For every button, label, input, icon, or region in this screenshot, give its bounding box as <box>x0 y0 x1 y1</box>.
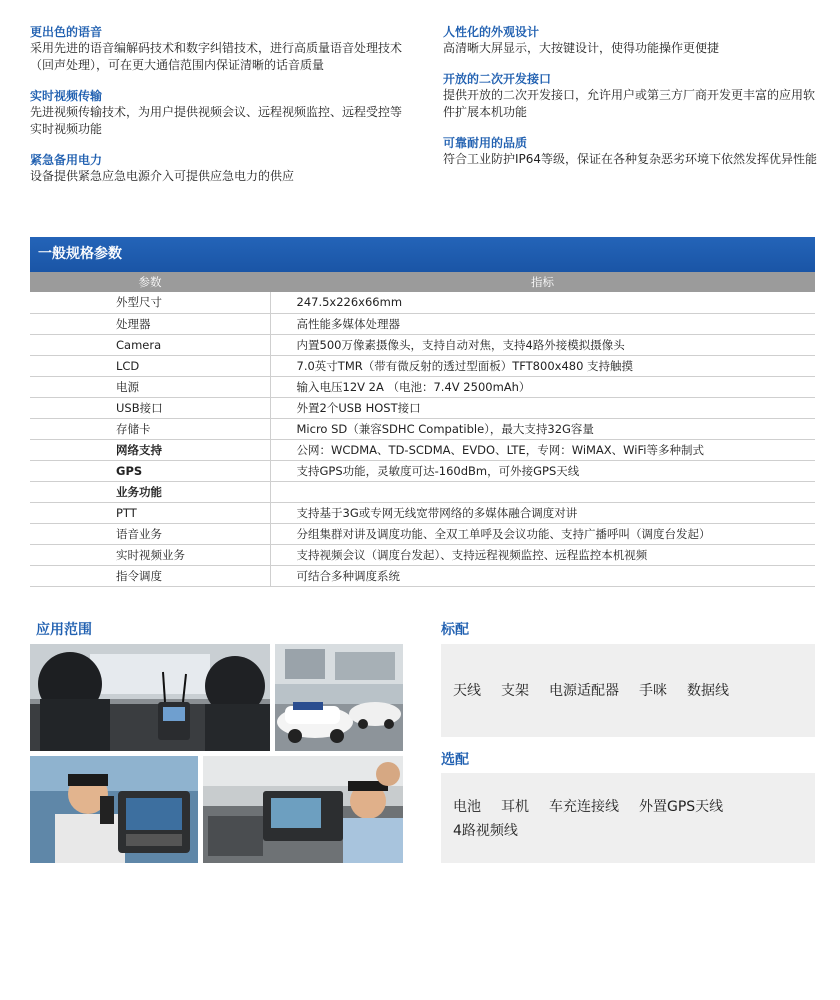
param-cell: 指令调度 <box>30 565 270 586</box>
param-cell: LCD <box>30 355 270 376</box>
table-row <box>30 313 815 334</box>
table-row <box>30 376 815 397</box>
photo-vehicle-interior <box>30 644 270 751</box>
standard-item: 手咪 <box>639 683 667 699</box>
feature-desc: 提供开放的二次开发接口，允许用户或第三方厂商开发更丰富的应用软件扩展本机功能 <box>443 88 816 119</box>
param-cell: 语音业务 <box>30 523 270 544</box>
feature-video <box>30 88 410 138</box>
standard-item: 天线 <box>453 683 481 699</box>
standard-box <box>441 644 815 737</box>
param-cell: PTT <box>30 502 270 523</box>
value-cell: 可结合多种调度系统 <box>270 565 815 586</box>
table-row <box>30 334 815 355</box>
table-row <box>30 565 815 586</box>
value-cell: 247.5x226x66mm <box>270 292 815 313</box>
feature-design <box>443 24 823 57</box>
value-cell: 内置500万像素摄像头，支持自动对焦，支持4路外接模拟摄像头 <box>270 334 815 355</box>
table-row <box>30 523 815 544</box>
photo-handset-operator <box>30 756 198 863</box>
optional-item: 耳机 <box>501 799 529 815</box>
value-cell <box>270 481 815 502</box>
feature-desc: 高清晰大屏显示，大按键设计，使得功能操作更便捷 <box>443 41 720 55</box>
optional-box <box>441 773 815 863</box>
param-cell: GPS <box>30 460 270 481</box>
photo-command-room <box>203 756 403 863</box>
optional-item: 电池 <box>453 799 481 815</box>
photo-police-cars <box>275 644 403 751</box>
spec-header-row <box>30 272 815 292</box>
value-cell: 输入电压12V 2A （电池：7.4V 2500mAh） <box>270 376 815 397</box>
param-cell: 电源 <box>30 376 270 397</box>
optional-title: 选配 <box>441 752 469 768</box>
feature-desc: 符合工业防护IP64等级，保证在各种复杂恶劣环境下依然发挥优异性能 <box>443 152 818 166</box>
features-right <box>443 24 823 182</box>
value-cell: 外置2个USB HOST接口 <box>270 397 815 418</box>
table-row <box>30 460 815 481</box>
value-cell: 支持GPS功能，灵敏度可达-160dBm，可外接GPS天线 <box>270 460 815 481</box>
param-cell: 业务功能 <box>30 481 270 502</box>
feature-quality <box>443 135 823 168</box>
param-cell: USB接口 <box>30 397 270 418</box>
param-cell: 外型尺寸 <box>30 292 270 313</box>
table-row <box>30 397 815 418</box>
table-row <box>30 481 815 502</box>
table-row <box>30 418 815 439</box>
feature-desc: 设备提供紧急应急电源介入可提供应急电力的供应 <box>30 169 295 183</box>
standard-item: 数据线 <box>687 683 729 699</box>
feature-power <box>30 152 410 185</box>
param-cell: 处理器 <box>30 313 270 334</box>
param-cell: 网络支持 <box>30 439 270 460</box>
feature-title: 实时视频传输 <box>30 89 103 103</box>
value-cell: 公网：WCDMA、TD-SCDMA、EVDO、LTE，专网：WiMAX、WiFi等多种制式 <box>270 439 815 460</box>
feature-title: 更出色的语音 <box>30 25 103 39</box>
feature-api <box>443 71 823 121</box>
optional-item: 车充连接线 <box>549 799 619 815</box>
standard-title: 标配 <box>441 622 469 638</box>
param-cell: 实时视频业务 <box>30 544 270 565</box>
table-row <box>30 544 815 565</box>
spec-table <box>30 272 815 587</box>
feature-title: 紧急备用电力 <box>30 153 103 167</box>
table-row <box>30 439 815 460</box>
standard-item: 电源适配器 <box>549 683 619 699</box>
feature-desc: 采用先进的语音编解码技术和数字纠错技术，进行高质量语音处理技术（回声处理），可在更大通信范围内保证清晰的话音质量 <box>30 41 403 72</box>
table-row <box>30 502 815 523</box>
param-cell: Camera <box>30 334 270 355</box>
param-cell: 存储卡 <box>30 418 270 439</box>
features-left <box>30 24 410 199</box>
table-row <box>30 292 815 313</box>
feature-desc: 先进视频传输技术，为用户提供视频会议、远程视频监控、远程受控等实时视频功能 <box>30 105 403 136</box>
feature-title: 可靠耐用的品质 <box>443 136 528 150</box>
col-param-header: 参数 <box>30 272 270 292</box>
value-cell: 7.0英寸TMR（带有微反射的透过型面板）TFT800x480 支持触摸 <box>270 355 815 376</box>
optional-item: 4路视频线 <box>453 823 518 839</box>
value-cell: 分组集群对讲及调度功能、全双工单呼及会议功能、支持广播呼叫（调度台发起） <box>270 523 815 544</box>
col-value-header: 指标 <box>270 272 815 292</box>
feature-title: 开放的二次开发接口 <box>443 72 552 86</box>
value-cell: 高性能多媒体处理器 <box>270 313 815 334</box>
value-cell: 支持视频会议（调度台发起）、支持远程视频监控、远程监控本机视频 <box>270 544 815 565</box>
value-cell: Micro SD（兼容SDHC Compatible），最大支持32G容量 <box>270 418 815 439</box>
table-row <box>30 355 815 376</box>
standard-item: 支架 <box>501 683 529 699</box>
optional-item: 外置GPS天线 <box>639 799 724 815</box>
spec-section-header: 一般规格参数 <box>30 237 815 272</box>
application-title: 应用范围 <box>36 622 92 638</box>
feature-title: 人性化的外观设计 <box>443 25 540 39</box>
value-cell: 支持基于3G或专网无线宽带网络的多媒体融合调度对讲 <box>270 502 815 523</box>
feature-voice <box>30 24 410 74</box>
